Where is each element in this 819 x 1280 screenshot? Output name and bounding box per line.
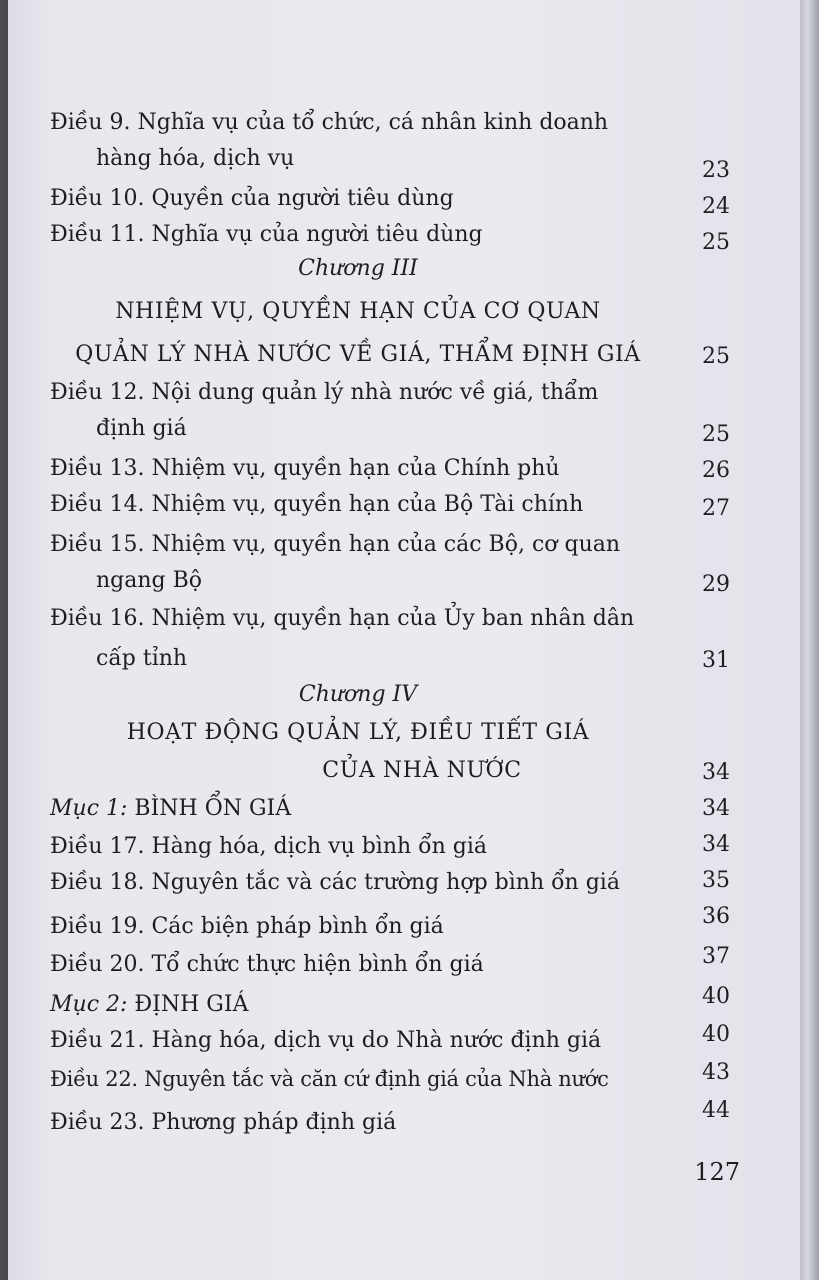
- section-muc-2-label: Mục 2:: [50, 992, 128, 1017]
- toc-page-dieu-9: 23: [702, 158, 730, 183]
- chapter-iv-label: Chương IV: [298, 682, 418, 707]
- toc-page-dieu-19: 36: [702, 904, 730, 929]
- toc-page-dieu-20: 37: [702, 944, 730, 969]
- toc-page-dieu-22: 43: [702, 1060, 730, 1085]
- toc-entry-dieu-16: Điều 16. Nhiệm vụ, quyền hạn của Ủy ban nhân dân: [50, 606, 635, 631]
- chapter-iii-title-line-1: NHIỆM VỤ, QUYỀN HẠN CỦA CƠ QUAN: [115, 299, 601, 324]
- toc-entry-dieu-12: Điều 12. Nội dung quản lý nhà nước về giá, thẩm: [50, 380, 599, 405]
- toc-entry-dieu-18: Điều 18. Nguyên tắc và các trường hợp bình ổn giá: [50, 870, 620, 895]
- toc-entry-dieu-19: Điều 19. Các biện pháp bình ổn giá: [50, 914, 444, 939]
- toc-entry-dieu-15-cont: ngang Bộ: [96, 568, 203, 593]
- toc-page-section-muc-2: 40: [702, 984, 730, 1009]
- page-number: 127: [694, 1158, 740, 1186]
- section-muc-2: [50, 990, 248, 1020]
- toc-entry-dieu-9-cont: hàng hóa, dịch vụ: [96, 146, 295, 171]
- toc-page-dieu-16: 31: [702, 648, 730, 673]
- toc-page-section-muc-1: 34: [702, 796, 730, 821]
- toc-page-dieu-10: 24: [702, 194, 730, 219]
- book-page: [8, 0, 800, 1280]
- toc-entry-dieu-13: Điều 13. Nhiệm vụ, quyền hạn của Chính phủ: [50, 456, 560, 481]
- chapter-iv-title-line-2: CỦA NHÀ NƯỚC: [322, 758, 522, 783]
- toc-entry-dieu-22: Điều 22. Nguyên tắc và căn cứ định giá của Nhà nước: [50, 1067, 609, 1091]
- section-muc-1-title: BÌNH ỔN GIÁ: [134, 796, 292, 821]
- toc-page-dieu-11: 25: [702, 230, 730, 255]
- page-stack-edge: [800, 0, 819, 1280]
- toc-entry-dieu-23: Điều 23. Phương pháp định giá: [50, 1110, 397, 1135]
- toc-page-dieu-12: 25: [702, 422, 730, 447]
- toc-page-dieu-17: 34: [702, 832, 730, 857]
- toc-page-dieu-18: 35: [702, 868, 730, 893]
- toc-page-dieu-23: 44: [702, 1098, 730, 1123]
- toc-entry-dieu-11: Điều 11. Nghĩa vụ của người tiêu dùng: [50, 222, 483, 247]
- toc-page-chapter-iii: 25: [702, 344, 730, 369]
- toc-page-dieu-15: 29: [702, 572, 730, 597]
- toc-entry-dieu-14: Điều 14. Nhiệm vụ, quyền hạn của Bộ Tài chính: [50, 492, 584, 517]
- toc-entry-dieu-12-cont: định giá: [96, 416, 187, 441]
- chapter-iv-title-line-1: HOẠT ĐỘNG QUẢN LÝ, ĐIỀU TIẾT GIÁ: [126, 720, 590, 745]
- section-muc-1: [50, 794, 291, 824]
- chapter-iii-label: Chương III: [298, 256, 418, 281]
- toc-page-dieu-13: 26: [702, 458, 730, 483]
- toc-page-chapter-iv: 34: [702, 760, 730, 785]
- toc-entry-dieu-9: Điều 9. Nghĩa vụ của tổ chức, cá nhân kinh doanh: [50, 110, 609, 135]
- toc-entry-dieu-21: Điều 21. Hàng hóa, dịch vụ do Nhà nước định giá: [50, 1028, 602, 1053]
- section-muc-1-label: Mục 1:: [50, 796, 128, 821]
- toc-entry-dieu-17: Điều 17. Hàng hóa, dịch vụ bình ổn giá: [50, 834, 488, 859]
- toc-page-dieu-14: 27: [702, 496, 730, 521]
- toc-entry-dieu-20: Điều 20. Tổ chức thực hiện bình ổn giá: [50, 952, 484, 977]
- toc-entry-dieu-16-cont: cấp tỉnh: [96, 646, 188, 671]
- section-muc-2-title: ĐỊNH GIÁ: [134, 992, 249, 1017]
- toc-entry-dieu-15: Điều 15. Nhiệm vụ, quyền hạn của các Bộ, cơ quan: [50, 532, 621, 557]
- toc-entry-dieu-10: Điều 10. Quyền của người tiêu dùng: [50, 186, 454, 211]
- chapter-iii-title-line-2: QUẢN LÝ NHÀ NƯỚC VỀ GIÁ, THẨM ĐỊNH GIÁ: [75, 342, 641, 367]
- toc-page-dieu-21: 40: [702, 1022, 730, 1047]
